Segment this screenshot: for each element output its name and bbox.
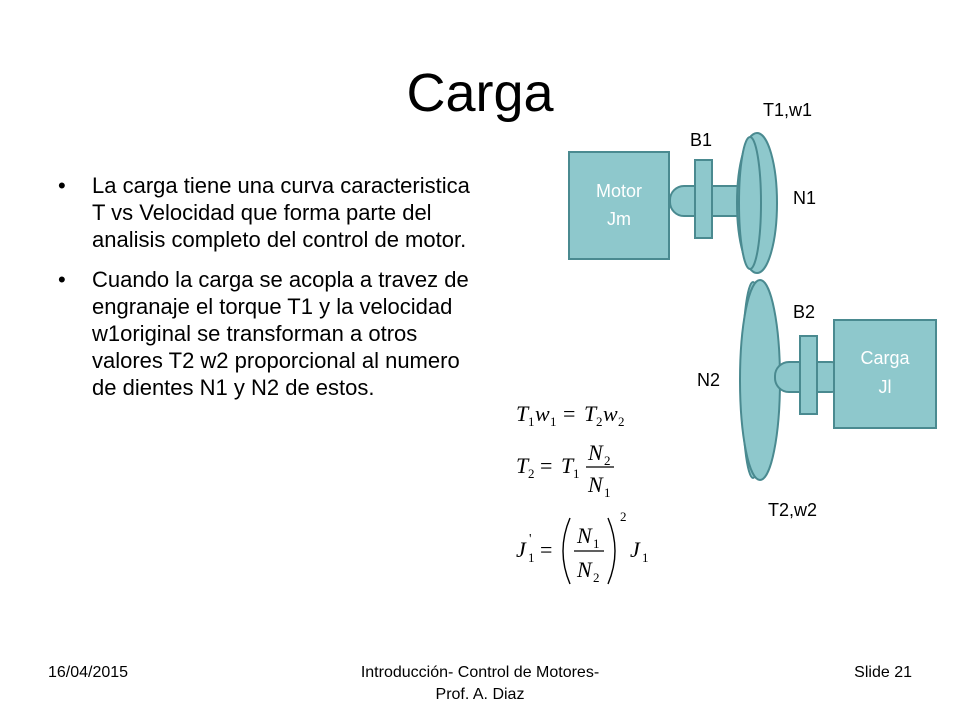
equation-inertia-reflection (516, 509, 649, 585)
eq-symbol: T (516, 401, 529, 426)
eq-symbol: T (561, 453, 574, 478)
eq-symbol: T (516, 453, 529, 478)
gear-n1-face (739, 137, 761, 269)
eq-equals: = (540, 537, 553, 562)
eq-subscript: 2 (528, 466, 535, 481)
right-paren (608, 518, 615, 584)
footer-date: 16/04/2015 (48, 664, 129, 681)
eq-symbol: w (603, 401, 618, 426)
left-paren (563, 518, 570, 584)
label-n2: N2 (697, 370, 721, 390)
label-n1: N1 (793, 188, 817, 208)
equation-torque-ratio (516, 440, 614, 500)
label-t2w2: T2,w2 (768, 500, 818, 520)
slide-number: Slide 21 (854, 664, 912, 681)
eq-symbol: N (588, 472, 603, 497)
eq-symbol: T (584, 401, 597, 426)
label-t1w1: T1,w1 (763, 100, 813, 120)
eq-symbol: N (588, 440, 603, 465)
eq-symbol: N (577, 523, 592, 548)
gear-n2 (740, 280, 780, 480)
eq-subscript: 1 (593, 536, 600, 551)
motor-inertia-label: Jm (607, 209, 631, 229)
eq-subscript: 2 (618, 414, 625, 429)
eq-subscript: 2 (593, 570, 600, 585)
eq-symbol: J (630, 537, 640, 562)
label-b2: B2 (793, 302, 816, 322)
bearing-b1 (695, 160, 712, 238)
eq-subscript: 1 (528, 414, 535, 429)
footer-course-line: Introducción- Control de Motores- (360, 664, 600, 681)
eq-equals: = (563, 401, 576, 426)
eq-symbol: w (535, 401, 550, 426)
bullet-item: • Cuando la carga se acopla a travez de engranaje el torque T1 y la velocidad w1original se transforman a otros valores T2 w2 proporcional al numero de dientes N1 y N2 de estos. (58, 266, 478, 401)
eq-prime: ' (529, 532, 532, 547)
eq-equals: = (540, 453, 553, 478)
footer-author-line: Prof. A. Diaz (435, 686, 525, 703)
eq-exponent: 2 (620, 509, 627, 524)
load-box (834, 320, 936, 428)
eq-subscript: 1 (550, 414, 557, 429)
eq-subscript: 1 (604, 485, 611, 500)
slide-title: Carga (406, 63, 554, 123)
eq-subscript: 1 (642, 550, 649, 565)
load-label: Carga (860, 348, 910, 368)
eq-subscript: 2 (604, 453, 611, 468)
load-inertia-label: Jl (878, 377, 892, 397)
motor-box (569, 152, 669, 259)
eq-subscript: 1 (528, 550, 535, 565)
bearing-b2 (800, 336, 817, 414)
bullet-item: • La carga tiene una curva caracteristica T vs Velocidad que forma parte del analisis completo del control de motor. (58, 172, 478, 253)
eq-symbol: N (577, 557, 592, 582)
motor-label: Motor (595, 181, 643, 201)
footer-course (320, 662, 640, 706)
eq-subscript: 2 (596, 414, 603, 429)
eq-symbol: J (516, 537, 526, 562)
eq-subscript: 1 (573, 466, 580, 481)
equation-power-balance (516, 401, 625, 429)
label-b1: B1 (690, 130, 713, 150)
